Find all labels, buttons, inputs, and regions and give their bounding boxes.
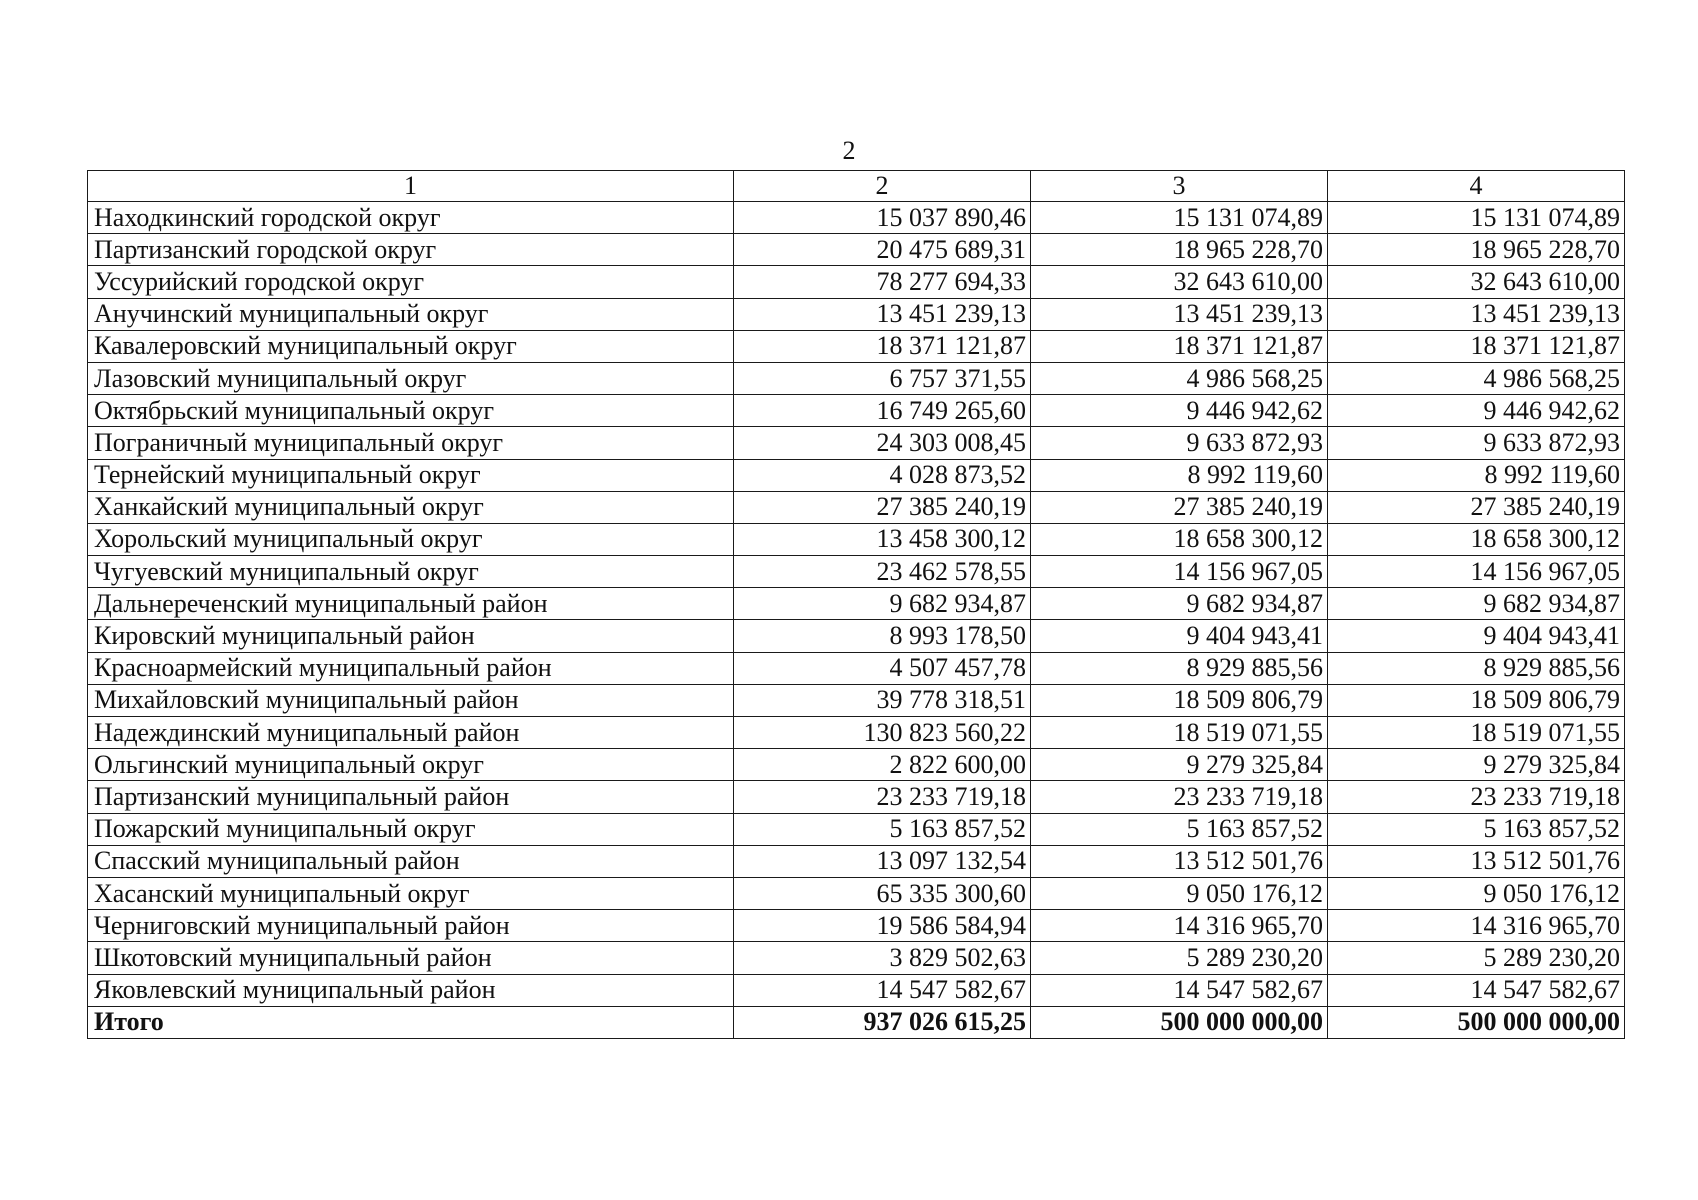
table-row [88, 588, 1625, 620]
value-col2-cell: 23 233 719,18 [734, 781, 1031, 813]
table-row [88, 266, 1625, 298]
value-col4-cell: 4 986 568,25 [1328, 362, 1625, 394]
total-row [88, 1006, 1625, 1038]
municipality-name-cell: Лазовский муниципальный округ [88, 362, 734, 394]
value-col3-cell: 18 658 300,12 [1031, 523, 1328, 555]
value-col3-cell: 5 289 230,20 [1031, 942, 1328, 974]
value-col2-cell: 27 385 240,19 [734, 491, 1031, 523]
municipality-name-cell: Ханкайский муниципальный округ [88, 491, 734, 523]
value-col4-cell: 9 633 872,93 [1328, 427, 1625, 459]
value-col2-cell: 39 778 318,51 [734, 684, 1031, 716]
municipality-name-cell: Партизанский городской округ [88, 234, 734, 266]
value-col3-cell: 9 404 943,41 [1031, 620, 1328, 652]
value-col2-cell: 18 371 121,87 [734, 330, 1031, 362]
value-col4-cell: 23 233 719,18 [1328, 781, 1625, 813]
table-row [88, 974, 1625, 1006]
total-value-col3: 500 000 000,00 [1031, 1006, 1328, 1038]
table-row [88, 813, 1625, 845]
value-col2-cell: 2 822 600,00 [734, 749, 1031, 781]
value-col4-cell: 9 050 176,12 [1328, 877, 1625, 909]
municipality-name-cell: Яковлевский муниципальный район [88, 974, 734, 1006]
value-col4-cell: 9 404 943,41 [1328, 620, 1625, 652]
table-row [88, 942, 1625, 974]
value-col4-cell: 9 279 325,84 [1328, 749, 1625, 781]
value-col2-cell: 13 458 300,12 [734, 523, 1031, 555]
value-col2-cell: 15 037 890,46 [734, 202, 1031, 234]
value-col3-cell: 9 050 176,12 [1031, 877, 1328, 909]
value-col2-cell: 9 682 934,87 [734, 588, 1031, 620]
value-col4-cell: 18 371 121,87 [1328, 330, 1625, 362]
value-col2-cell: 8 993 178,50 [734, 620, 1031, 652]
value-col3-cell: 9 633 872,93 [1031, 427, 1328, 459]
table-row [88, 717, 1625, 749]
value-col3-cell: 18 965 228,70 [1031, 234, 1328, 266]
value-col4-cell: 5 163 857,52 [1328, 813, 1625, 845]
value-col4-cell: 18 509 806,79 [1328, 684, 1625, 716]
table-row [88, 781, 1625, 813]
value-col2-cell: 4 028 873,52 [734, 459, 1031, 491]
total-label: Итого [88, 1006, 734, 1038]
municipality-name-cell: Спасский муниципальный район [88, 845, 734, 877]
table-row [88, 877, 1625, 909]
municipality-name-cell: Дальнереченский муниципальный район [88, 588, 734, 620]
table-row [88, 427, 1625, 459]
value-col2-cell: 19 586 584,94 [734, 910, 1031, 942]
table-row [88, 298, 1625, 330]
value-col3-cell: 5 163 857,52 [1031, 813, 1328, 845]
value-col4-cell: 18 519 071,55 [1328, 717, 1625, 749]
column-header-3: 3 [1031, 171, 1328, 202]
municipality-name-cell: Хасанский муниципальный округ [88, 877, 734, 909]
value-col2-cell: 3 829 502,63 [734, 942, 1031, 974]
table-row [88, 556, 1625, 588]
table-header-row [88, 171, 1625, 202]
municipality-name-cell: Кировский муниципальный район [88, 620, 734, 652]
municipality-name-cell: Чугуевский муниципальный округ [88, 556, 734, 588]
municipality-name-cell: Тернейский муниципальный округ [88, 459, 734, 491]
municipality-name-cell: Хорольский муниципальный округ [88, 523, 734, 555]
value-col2-cell: 6 757 371,55 [734, 362, 1031, 394]
value-col2-cell: 130 823 560,22 [734, 717, 1031, 749]
municipality-name-cell: Шкотовский муниципальный район [88, 942, 734, 974]
value-col4-cell: 5 289 230,20 [1328, 942, 1625, 974]
municipality-name-cell: Красноармейский муниципальный район [88, 652, 734, 684]
table-row [88, 845, 1625, 877]
table-row [88, 523, 1625, 555]
value-col3-cell: 9 446 942,62 [1031, 395, 1328, 427]
value-col3-cell: 13 512 501,76 [1031, 845, 1328, 877]
value-col4-cell: 14 156 967,05 [1328, 556, 1625, 588]
table-row [88, 652, 1625, 684]
table-row [88, 684, 1625, 716]
value-col2-cell: 65 335 300,60 [734, 877, 1031, 909]
value-col4-cell: 13 451 239,13 [1328, 298, 1625, 330]
municipality-name-cell: Находкинский городской округ [88, 202, 734, 234]
value-col4-cell: 32 643 610,00 [1328, 266, 1625, 298]
table-body [88, 202, 1625, 1007]
table-row [88, 910, 1625, 942]
table-row [88, 749, 1625, 781]
value-col3-cell: 18 371 121,87 [1031, 330, 1328, 362]
table-row [88, 395, 1625, 427]
value-col3-cell: 18 509 806,79 [1031, 684, 1328, 716]
municipality-name-cell: Ольгинский муниципальный округ [88, 749, 734, 781]
value-col4-cell: 15 131 074,89 [1328, 202, 1625, 234]
value-col3-cell: 4 986 568,25 [1031, 362, 1328, 394]
page-number: 2 [842, 136, 856, 165]
table-row [88, 202, 1625, 234]
value-col3-cell: 14 547 582,67 [1031, 974, 1328, 1006]
value-col3-cell: 14 156 967,05 [1031, 556, 1328, 588]
value-col4-cell: 14 547 582,67 [1328, 974, 1625, 1006]
value-col3-cell: 15 131 074,89 [1031, 202, 1328, 234]
value-col4-cell: 27 385 240,19 [1328, 491, 1625, 523]
value-col4-cell: 8 992 119,60 [1328, 459, 1625, 491]
table-row [88, 330, 1625, 362]
value-col3-cell: 14 316 965,70 [1031, 910, 1328, 942]
value-col2-cell: 14 547 582,67 [734, 974, 1031, 1006]
municipality-name-cell: Октябрьский муниципальный округ [88, 395, 734, 427]
municipality-name-cell: Кавалеровский муниципальный округ [88, 330, 734, 362]
column-header-2: 2 [734, 171, 1031, 202]
table-row [88, 459, 1625, 491]
value-col4-cell: 18 658 300,12 [1328, 523, 1625, 555]
column-header-1: 1 [88, 171, 734, 202]
value-col4-cell: 9 446 942,62 [1328, 395, 1625, 427]
value-col3-cell: 32 643 610,00 [1031, 266, 1328, 298]
municipality-name-cell: Пограничный муниципальный округ [88, 427, 734, 459]
value-col4-cell: 18 965 228,70 [1328, 234, 1625, 266]
total-value-col4: 500 000 000,00 [1328, 1006, 1625, 1038]
table-row [88, 491, 1625, 523]
municipality-name-cell: Анучинский муниципальный округ [88, 298, 734, 330]
municipality-name-cell: Партизанский муниципальный район [88, 781, 734, 813]
value-col2-cell: 23 462 578,55 [734, 556, 1031, 588]
value-col4-cell: 8 929 885,56 [1328, 652, 1625, 684]
value-col3-cell: 18 519 071,55 [1031, 717, 1328, 749]
table-row [88, 234, 1625, 266]
allocation-table [87, 170, 1625, 1039]
value-col2-cell: 78 277 694,33 [734, 266, 1031, 298]
value-col3-cell: 23 233 719,18 [1031, 781, 1328, 813]
value-col3-cell: 13 451 239,13 [1031, 298, 1328, 330]
municipality-name-cell: Михайловский муниципальный район [88, 684, 734, 716]
value-col2-cell: 5 163 857,52 [734, 813, 1031, 845]
value-col3-cell: 9 279 325,84 [1031, 749, 1328, 781]
value-col2-cell: 20 475 689,31 [734, 234, 1031, 266]
total-value-col2: 937 026 615,25 [734, 1006, 1031, 1038]
municipality-name-cell: Уссурийский городской округ [88, 266, 734, 298]
column-header-4: 4 [1328, 171, 1625, 202]
value-col3-cell: 8 992 119,60 [1031, 459, 1328, 491]
municipality-name-cell: Надеждинский муниципальный район [88, 717, 734, 749]
value-col2-cell: 13 097 132,54 [734, 845, 1031, 877]
value-col4-cell: 13 512 501,76 [1328, 845, 1625, 877]
value-col2-cell: 24 303 008,45 [734, 427, 1031, 459]
municipality-name-cell: Черниговский муниципальный район [88, 910, 734, 942]
value-col2-cell: 13 451 239,13 [734, 298, 1031, 330]
table-row [88, 620, 1625, 652]
value-col3-cell: 9 682 934,87 [1031, 588, 1328, 620]
municipality-name-cell: Пожарский муниципальный округ [88, 813, 734, 845]
value-col4-cell: 9 682 934,87 [1328, 588, 1625, 620]
table-row [88, 362, 1625, 394]
value-col2-cell: 16 749 265,60 [734, 395, 1031, 427]
value-col4-cell: 14 316 965,70 [1328, 910, 1625, 942]
value-col3-cell: 27 385 240,19 [1031, 491, 1328, 523]
value-col2-cell: 4 507 457,78 [734, 652, 1031, 684]
value-col3-cell: 8 929 885,56 [1031, 652, 1328, 684]
